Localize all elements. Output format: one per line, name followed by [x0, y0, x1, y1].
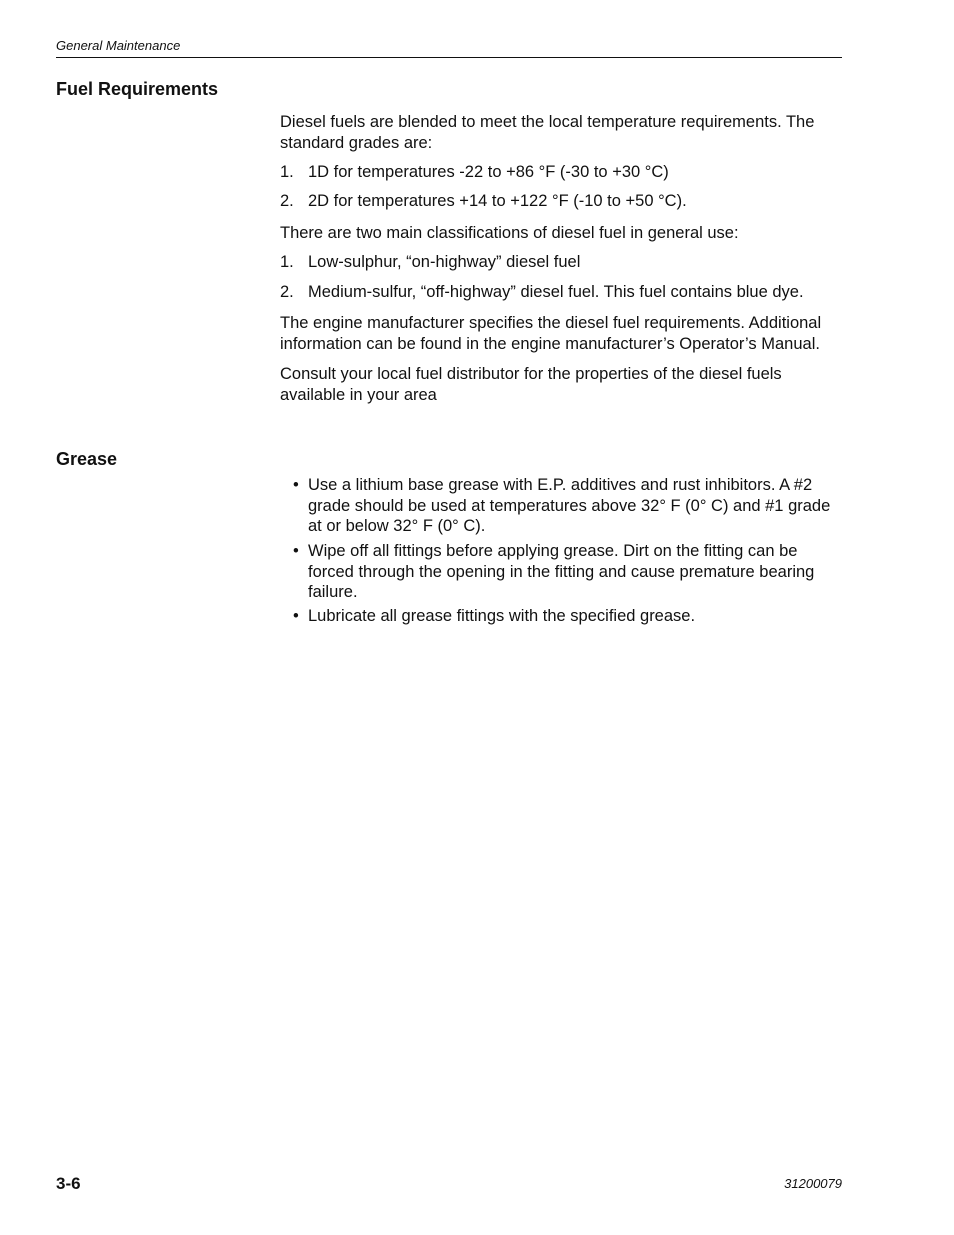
- fuel-grade-item-2: [280, 191, 842, 212]
- header-rule: [56, 57, 842, 58]
- grease-item-2: [280, 541, 842, 603]
- bullet-icon: •: [293, 542, 299, 560]
- list-item-text: Lubricate all grease fittings with the specified grease.: [308, 607, 696, 625]
- fuel-manufacturer-text: The engine manufacturer specifies the diesel fuel requirements. Additional information can be found in the engine manufacturer’s Operator’s Manual.: [280, 314, 822, 353]
- grease-heading: Grease: [56, 449, 118, 469]
- list-item-text: Medium-sulfur, “off-highway” diesel fuel. This fuel contains blue dye.: [308, 283, 804, 301]
- list-item-text: Use a lithium base grease with E.P. additives and rust inhibitors. A #2 grade should be used at temperatures above 32° F (0° C) and #1 grade at or below 32° F (0° C).: [308, 476, 831, 535]
- bullet-icon: •: [293, 476, 299, 494]
- fuel-consult-paragraph: [280, 364, 842, 405]
- fuel-classifications-intro: There are two main classifications of diesel fuel in general use:: [280, 224, 739, 242]
- list-item-text: Low-sulphur, “on-highway” diesel fuel: [308, 253, 581, 271]
- list-number: 1.: [280, 163, 294, 181]
- fuel-classifications-paragraph: [280, 223, 842, 244]
- list-number: 1.: [280, 253, 294, 271]
- list-item-text: Wipe off all fittings before applying grease. Dirt on the fitting can be forced through the opening in the fitting and cause premature bearing failure.: [308, 542, 815, 601]
- list-item-text: 2D for temperatures +14 to +122 °F (-10 to +50 °C).: [308, 192, 687, 210]
- fuel-classification-item-2: [280, 282, 842, 303]
- fuel-intro-paragraph: [280, 112, 842, 153]
- running-header: General Maintenance: [56, 38, 181, 53]
- grease-item-3: [280, 606, 842, 627]
- list-number: 2.: [280, 283, 294, 301]
- bullet-icon: •: [293, 607, 299, 625]
- grease-item-1: [280, 475, 842, 537]
- fuel-manufacturer-paragraph: [280, 313, 842, 354]
- page-number: 3-6: [56, 1174, 81, 1193]
- document-number: 31200079: [784, 1176, 842, 1191]
- fuel-grade-item-1: [280, 162, 842, 183]
- fuel-consult-text: Consult your local fuel distributor for the properties of the diesel fuels available in your area: [280, 365, 782, 404]
- fuel-intro-text: Diesel fuels are blended to meet the local temperature requirements. The standard grades are:: [280, 113, 815, 152]
- list-item-text: 1D for temperatures -22 to +86 °F (-30 to +30 °C): [308, 163, 669, 181]
- list-number: 2.: [280, 192, 294, 210]
- fuel-requirements-heading: Fuel Requirements: [56, 79, 219, 99]
- fuel-classification-item-1: [280, 252, 842, 273]
